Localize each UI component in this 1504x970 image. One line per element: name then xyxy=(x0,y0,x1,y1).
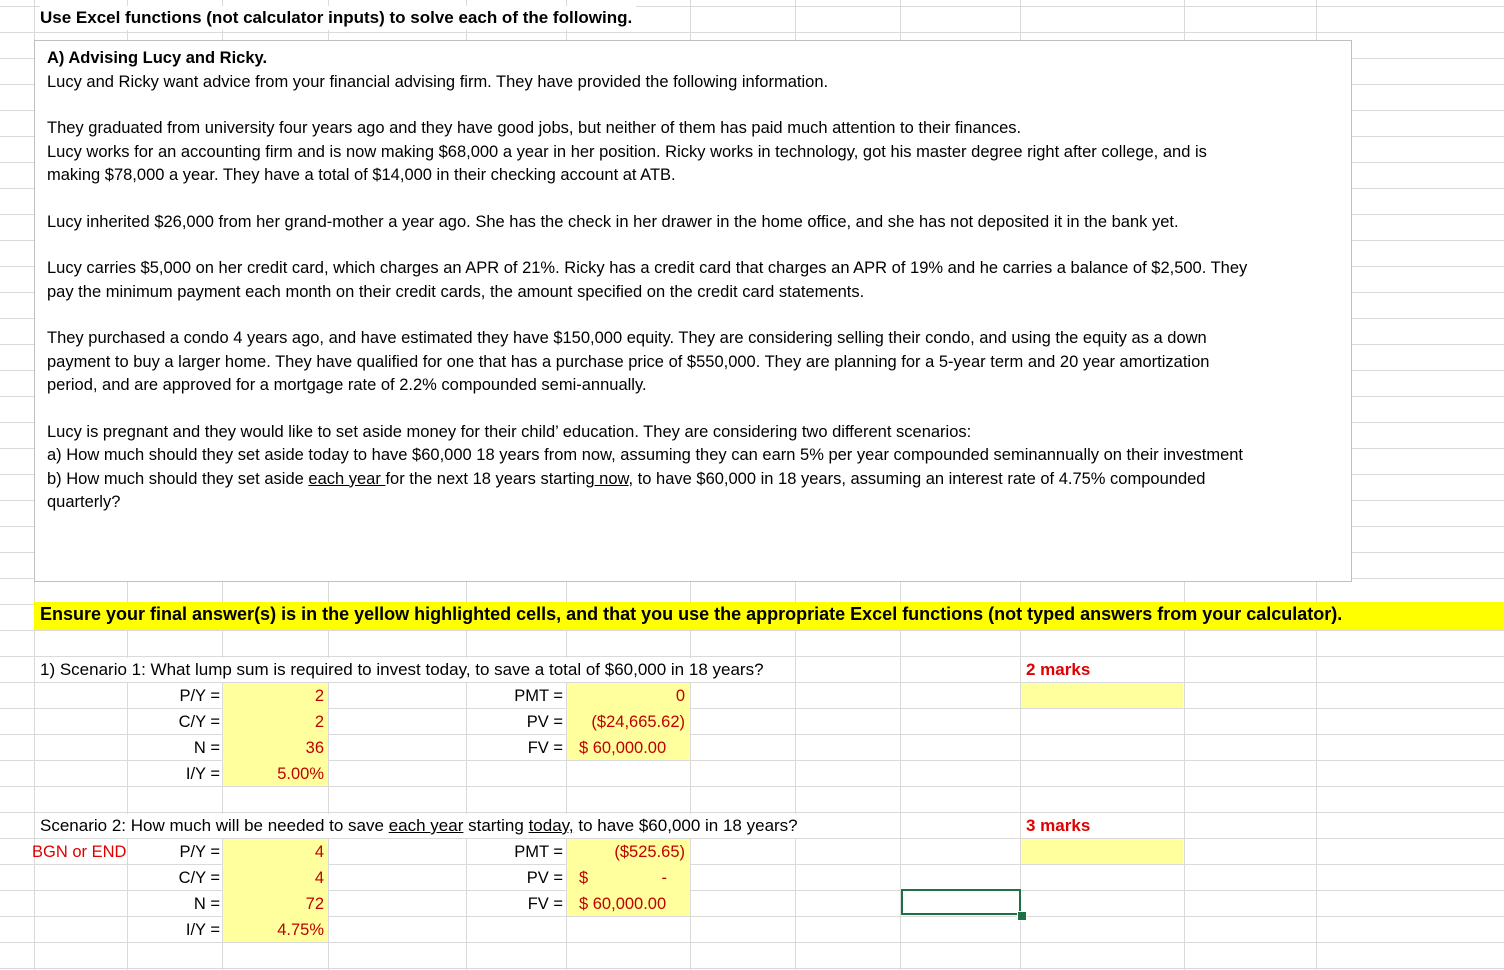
q1-fv-value[interactable]: $ 60,000.00 xyxy=(579,739,667,757)
q1-answer-cell[interactable] xyxy=(1021,683,1183,708)
q1-n-label: N = xyxy=(193,739,220,757)
text-run: Scenario 2: How much will be needed to save xyxy=(40,816,389,835)
q1-iy-label: I/Y = xyxy=(185,765,220,783)
text-run: starting xyxy=(463,816,529,835)
q1-question[interactable]: 1) Scenario 1: What lump sum is required to invest today, to save a total of $60,000 in 18 years? xyxy=(40,658,764,682)
case-paragraph: They graduated from university four years ago and they have good jobs, but neither of them has paid much attention to their finances. xyxy=(47,119,1022,137)
case-paragraph: pay the minimum payment each month on their credit cards, the amount specified on the credit card statements. xyxy=(47,282,865,301)
q2-pmt-value[interactable]: ($525.65) xyxy=(614,843,685,861)
q1-py-label: P/Y = xyxy=(179,687,220,705)
q1-py-value[interactable]: 2 xyxy=(314,687,324,705)
q2-n-label: N = xyxy=(193,895,220,913)
text-run: , to have $60,000 in 18 years, assuming an interest rate of 4.75% compounded xyxy=(628,469,1206,488)
q2-cy-label: C/Y = xyxy=(178,869,220,887)
case-paragraph: period, and are approved for a mortgage rate of 2.2% compounded semi-annually. xyxy=(47,376,647,394)
q1-pmt-value[interactable]: 0 xyxy=(675,687,685,705)
q2-iy-label: I/Y = xyxy=(185,921,220,939)
q1-pv-value[interactable]: ($24,665.62) xyxy=(591,713,685,731)
case-paragraph: a) How much should they set aside today to have $60,000 18 years from now, assuming they can earn 5% per year compounded seminannually on their investment xyxy=(47,446,1244,464)
q2-fv-value[interactable]: $ 60,000.00 xyxy=(579,895,667,913)
underlined-text: each year xyxy=(308,469,386,488)
q1-marks: 2 marks xyxy=(1026,660,1091,679)
text-run: b) How much should they set aside xyxy=(47,469,309,488)
q2-py-value[interactable]: 4 xyxy=(314,843,324,861)
fill-handle[interactable] xyxy=(1017,911,1027,921)
q1-pmt-label: PMT = xyxy=(514,687,563,705)
q2-n-value[interactable]: 72 xyxy=(305,895,324,913)
case-paragraph: quarterly? xyxy=(47,493,121,511)
q2-answer-cell[interactable] xyxy=(1021,839,1183,864)
bgn-end-label[interactable]: BGN or END xyxy=(32,843,127,861)
q2-iy-value[interactable]: 4.75% xyxy=(277,921,324,939)
active-cell-selection[interactable] xyxy=(901,889,1021,915)
case-paragraph: Lucy works for an accounting firm and is now making $68,000 a year in her position. Ricky works in technology, got his master degree right after college, and is xyxy=(47,142,1207,161)
text-run: to have $60,000 in 18 years? xyxy=(573,816,798,835)
instruction-cell[interactable]: Use Excel functions (not calculator inputs) to solve each of the following. xyxy=(40,6,636,30)
q2-cy-value[interactable]: 4 xyxy=(314,869,324,887)
underlined-text: each year xyxy=(388,816,464,835)
q2-question[interactable] xyxy=(40,814,798,838)
q2-py-label: P/Y = xyxy=(179,843,220,861)
q1-n-value[interactable]: 36 xyxy=(305,739,324,757)
case-paragraph: Lucy carries $5,000 on her credit card, which charges an APR of 21%. Ricky has a credit card that charges an APR of 19% and he carries a balance of $2,500. They xyxy=(47,259,1248,277)
case-paragraph: They purchased a condo 4 years ago, and have estimated they have $150,000 equity. They are considering selling their condo, and using the equity as a down xyxy=(47,329,1207,347)
instruction-banner[interactable] xyxy=(34,602,1504,630)
q1-cy-value[interactable]: 2 xyxy=(314,713,324,731)
case-paragraph: making $78,000 a year. They have a total of $14,000 in their checking account at ATB. xyxy=(47,166,676,184)
case-text-box[interactable] xyxy=(34,40,1352,582)
q2-pv-value[interactable]: $ - xyxy=(579,869,668,887)
case-paragraph: Lucy inherited $26,000 from her grand-mother a year ago. She has the check in her drawer in the home office, and she has not deposited it in the bank yet. xyxy=(47,212,1179,231)
text-run: for the next 18 years starting xyxy=(385,469,595,488)
q2-fv-label: FV = xyxy=(527,895,563,913)
q2-marks: 3 marks xyxy=(1026,816,1091,835)
case-paragraph xyxy=(47,468,1343,492)
q1-cy-label: C/Y = xyxy=(178,713,220,731)
q1-iy-value[interactable]: 5.00% xyxy=(277,765,324,783)
case-paragraph: Lucy and Ricky want advice from your financial advising firm. They have provided the following information. xyxy=(47,72,829,91)
q1-fv-label: FV = xyxy=(527,739,563,757)
q1-pv-label: PV = xyxy=(526,713,563,731)
case-title: A) Advising Lucy and Ricky. xyxy=(47,49,268,67)
underlined-text: now xyxy=(594,469,629,488)
case-paragraph: Lucy is pregnant and they would like to set aside money for their child’ education. They are considering two different scenarios: xyxy=(47,422,972,441)
case-paragraph: payment to buy a larger home. They have qualified for one that has a purchase price of $550,000. They are planning for a 5-year term and 20 year amortization xyxy=(47,352,1210,371)
q2-pv-label: PV = xyxy=(526,869,563,887)
underlined-text: today, xyxy=(528,816,574,835)
banner-text: Ensure your final answer(s) is in the yellow highlighted cells, and that you use the appropriate Excel functions (not typed answers from your calculator). xyxy=(40,604,1343,624)
q2-pmt-label: PMT = xyxy=(514,843,563,861)
